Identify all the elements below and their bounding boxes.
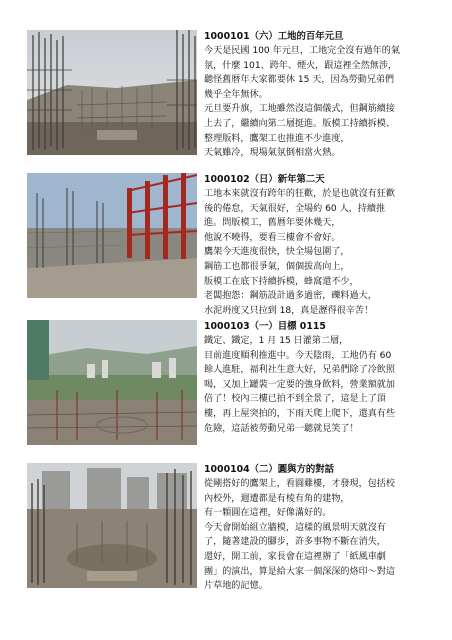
entry-text	[204, 173, 429, 318]
entry-title: 1000104（二）圓與方的對話	[204, 464, 335, 475]
construction-photo	[27, 30, 197, 155]
entry-line: 從剛搭好的鷹架上，看圓雞樓，才發現，包括校	[204, 479, 395, 489]
entry-line: 整理版料，鷹架工也推進不少進度，	[204, 133, 350, 144]
entry-line: 目前進度順利推進中。今天陰雨，工地仍有 60	[204, 350, 392, 361]
entry-line: 危險，這話被勞動兄弟一聽就見笑了！	[204, 423, 359, 434]
entry-line: 老闆抱怨：鋼筋設計過多過密，礫料過大，	[204, 291, 377, 302]
entry-line: 今天是民國 100 年元旦，工地完全沒有過年的氣	[204, 46, 400, 56]
entry-line: 氛，什麼 101、跨年、煙火，跟這裡全然無涉，	[204, 60, 398, 71]
entry-text	[204, 320, 429, 436]
entry-line: 幾乎全年無休。	[204, 89, 268, 100]
entry-line: 天氣雖冷，現場氣氛倒相當火熱。	[204, 148, 341, 159]
construction-photo	[27, 463, 197, 588]
construction-photo	[27, 320, 197, 445]
entry-line: 倍了！校內三樓已拍不到全景了，這是上了頂	[204, 394, 386, 405]
entry-line: 有一顆圓在這裡，好像滿好的。	[204, 508, 332, 519]
entry-line: 進。問版模工，舊暦年要休幾天，	[204, 218, 341, 229]
entry-line: 鋼筋工也都很爭氣，個個拔高向上，	[204, 261, 350, 272]
entry-line: 片草地的記憶。	[204, 581, 268, 592]
entry-line: 團」的演出，算是給大家一個深深的烙印～對這	[204, 566, 395, 577]
entry-line: 版模工在底下持續拆模，蜂窩還不少，	[204, 276, 359, 287]
diary-entry	[27, 463, 427, 592]
entry-line: 上去了，繼續向第二層挺進。版模工持續拆模、	[204, 118, 395, 129]
entry-line: 鷹架今天進度很快，快全場包圍了，	[204, 247, 350, 258]
entry-line: 了，隨著建設的腳步，許多事物不斷在消失，	[204, 537, 386, 548]
diary-entry	[27, 30, 427, 159]
entry-line: 聽怪舊暦年大家都要休 15 天，因為勞動兄弟們	[204, 75, 395, 86]
entry-line: 工地本來就沒有跨年的狂歡，於是也就沒有狂歡	[204, 189, 395, 199]
entry-line: 水泥坍度又只拉到 18，真是瀝得很辛苦！	[204, 305, 374, 316]
entry-line: 喝，又加上罐裝一定要的強身飲料，營業額就加	[204, 379, 395, 390]
entry-line: 鐵定、鐵定，1 月 15 日灌第二層，	[204, 336, 349, 346]
entry-title: 1000101（六）工地的百年元旦	[204, 31, 344, 42]
entry-line: 後的倦怠，天氣很好，全場約 60 人，持續推	[204, 203, 386, 214]
entry-line: 餘人進駐，福利社生意大好，兄弟們除了冷飲照	[204, 365, 395, 376]
diary-entry	[27, 320, 427, 445]
entry-title: 1000103（一）目標 0115	[204, 321, 326, 332]
entry-text	[204, 30, 429, 161]
entry-title: 1000102（日）新年第二天	[204, 174, 325, 185]
entry-line: 元旦要升旗，工地雖然沒這個儀式，但鋼筋續接	[204, 104, 395, 115]
entry-text	[204, 463, 429, 594]
entry-line: 內校外，週遭都是有棱有角的建物，	[204, 493, 350, 504]
entry-line: 還好，開工前，家長會在這裡辦了「紙風車劇	[204, 551, 386, 562]
entry-line: 樓，再上屋突拍的，下雨天爬上爬下，還真有些	[204, 408, 395, 419]
construction-photo	[27, 173, 197, 298]
diary-entry	[27, 173, 427, 316]
entry-line: 他說不曉得，要看三樓會不會好。	[204, 232, 341, 243]
entry-line: 今天會開始組立牆模，這樣的風景明天就沒有	[204, 522, 386, 533]
